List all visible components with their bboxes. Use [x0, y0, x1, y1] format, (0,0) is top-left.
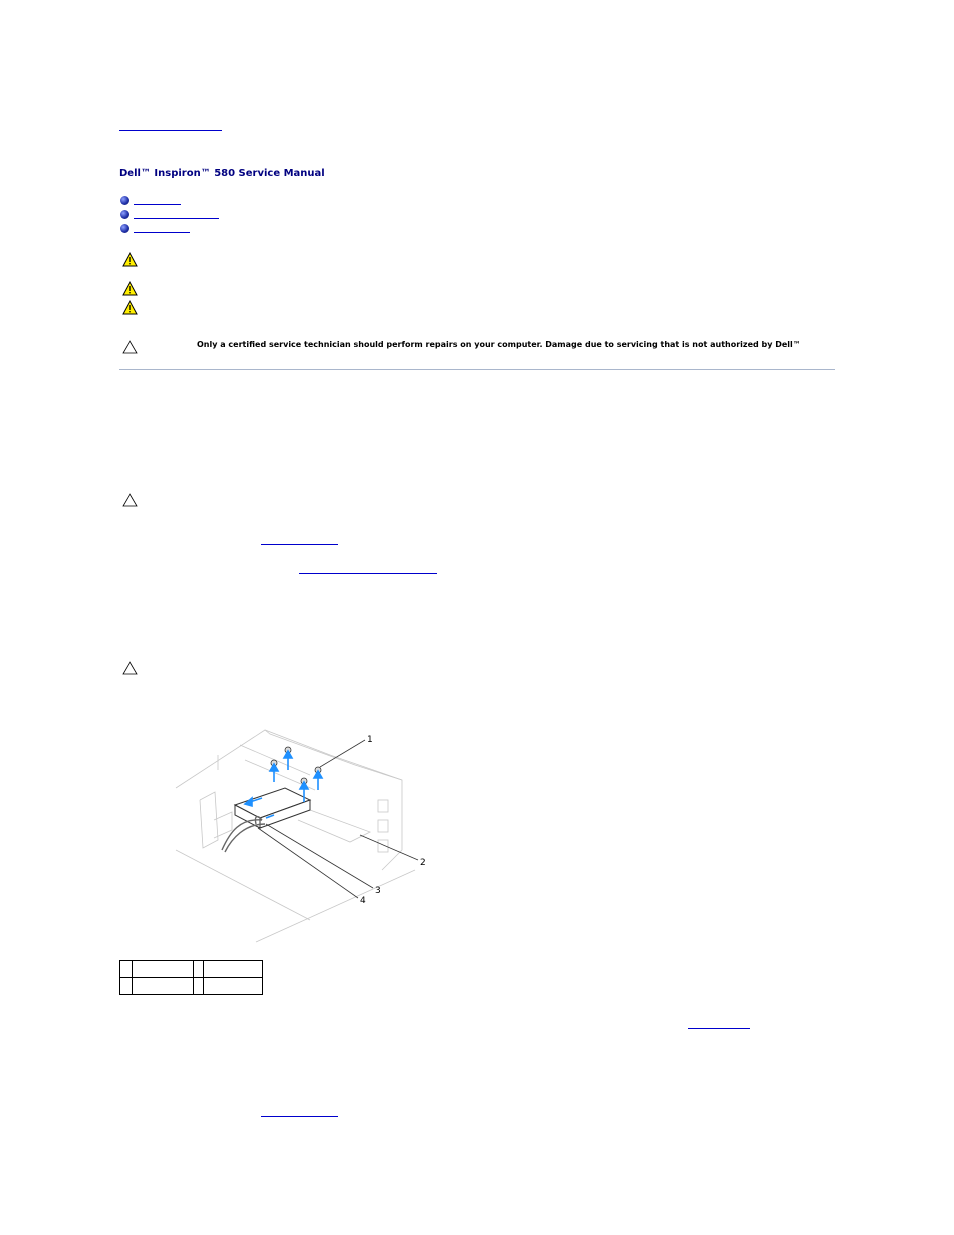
warning-icon: [122, 281, 138, 296]
drive-removal-illustration: [170, 720, 440, 945]
section-link-2[interactable]: [134, 218, 219, 219]
bullet-icon: [120, 224, 129, 233]
inline-link[interactable]: [299, 573, 437, 574]
caution-icon: [122, 661, 138, 675]
callout-4: 4: [360, 896, 366, 906]
table-row: [120, 961, 263, 978]
bullet-icon: [120, 210, 129, 219]
section-link-3[interactable]: [134, 232, 190, 233]
bullet-icon: [120, 196, 129, 205]
manual-title: Dell™ Inspiron™ 580 Service Manual: [119, 168, 325, 179]
callout-2: 2: [420, 858, 426, 868]
table-row: [120, 978, 263, 995]
caution-icon: [122, 493, 138, 507]
section-divider: [119, 369, 835, 370]
warning-icon: [122, 252, 138, 267]
inline-link[interactable]: [261, 544, 338, 545]
warning-icon: [122, 300, 138, 315]
caution-icon: [122, 340, 138, 354]
inline-link[interactable]: [688, 1028, 750, 1029]
callout-table: [119, 960, 263, 995]
section-link-1[interactable]: [134, 204, 181, 205]
callout-1: 1: [367, 735, 373, 745]
callout-3: 3: [375, 886, 381, 896]
caution-text: Only a certified service technician should perform repairs on your computer. Damage due to servicing that is not authorized by Dell™: [197, 340, 801, 349]
contents-page-link[interactable]: [119, 130, 222, 131]
inline-link[interactable]: [261, 1116, 338, 1117]
